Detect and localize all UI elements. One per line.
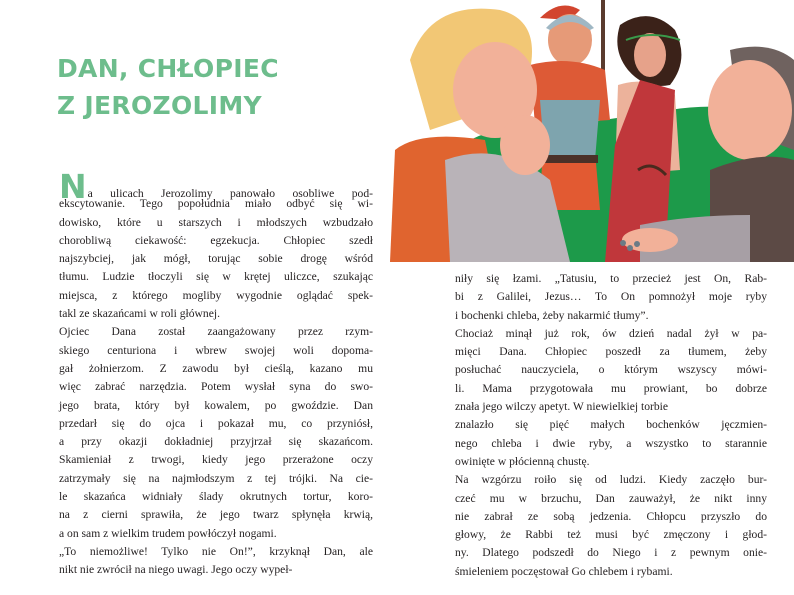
text-line: ny. Dlatego podszedł do Niego i z pewnym onie- xyxy=(455,546,767,560)
text-line: le skazańca widniały ślady okrutnych tortur, koro- xyxy=(59,490,373,504)
text-line: miejsca, z którego mogliby wygodnie oglądać spek- xyxy=(59,288,373,302)
text-line: nego chleba i dwie ryby, a wszystko to starannie xyxy=(455,436,767,450)
chapter-title xyxy=(57,50,279,124)
drop-cap: N xyxy=(59,167,87,206)
text-line: gał żołnierzom. Z zawodu był cieślą, kazano mu xyxy=(59,361,373,375)
text-line: posłuchać nauczyciela, o którym wszyscy mówi- xyxy=(455,363,767,377)
illustration-jesus-crowd xyxy=(390,0,794,262)
text-line: na z cierni sprawiła, że jego twarz spłynęła krwią, xyxy=(59,508,373,522)
text-line: znała jego wilczy apetyt. W niewielkiej torbie xyxy=(455,400,669,414)
left-text-column xyxy=(59,167,373,580)
text-line: jego brata, który był kowalem, po gwoździe. Dan xyxy=(59,398,373,412)
text-line: li. Mama przygotowała mu prowiant, bo dobrze xyxy=(455,381,767,395)
text-line: skiego centuriona i wbrew swojej woli dopoma- xyxy=(59,343,373,357)
chapter-title-line-2: Z JEROZOLIMY xyxy=(57,91,262,120)
text-line: bi z Galilei, Jezus… To On pomnożył moje ryby xyxy=(455,290,767,304)
text-line: Ojciec Dana został zaangażowany przez rzym- xyxy=(59,325,373,339)
text-line: ekscytowanie. Tego popołudnia miało odbyć się wi- xyxy=(59,197,373,211)
text-line: głowy, że Rabbi też musi być zmęczony i głod- xyxy=(455,528,767,542)
text-line: chorobliwą ciekawość: egzekucja. Chłopiec szedł xyxy=(59,233,373,247)
text-line: niły się łzami. „Tatusiu, to przecież jest On, Rab- xyxy=(455,272,767,285)
text-line: takl ze skazańcami w roli głównej. xyxy=(59,307,220,321)
text-line: zatrzymały się na najmłodszym z tej trójki. Na cie- xyxy=(59,471,373,485)
text-line: Skamieniał z trwogi, kiedy jego przerażone oczy xyxy=(59,453,373,467)
text-line: a on sam z wielkim trudem powłóczył nogami. xyxy=(59,526,277,540)
chapter-title-line-1: DAN, CHŁOPIEC xyxy=(57,54,279,83)
text-line: tłumu. Ludzie tłoczyli się w krętej uliczce, szukając xyxy=(59,270,373,284)
text-line: czeć mu w brzuchu, Dan zauważył, że nikt inny xyxy=(455,491,767,505)
text-line: przedarł się do ojca i pokazał mu, co przyniósł, xyxy=(59,416,373,430)
text-line: więc zabrać narzędzia. Potem wysłał syna do swo- xyxy=(59,380,373,394)
text-line: dowisko, które u starszych i młodszych wzbudzało xyxy=(59,215,373,229)
text-line: Chociaż minął już rok, ów dzień nadal żył w pa- xyxy=(455,326,767,340)
text-line: śmieleniem poczęstował Go chlebem i rybami. xyxy=(455,564,673,578)
text-line: a przy okazji dokładniej przyjrzał się skazańcom. xyxy=(59,435,373,449)
text-line: znalazło się pięć małych bochenków jęczmien- xyxy=(455,418,767,432)
text-line: nikt nie zwrócił na niego uwagi. Jego oczy wypeł- xyxy=(59,563,293,577)
text-line: owinięte w płócienną chustę. xyxy=(455,454,590,468)
text-line: „To niemożliwe! Tylko nie On!”, krzyknął Dan, ale xyxy=(59,544,373,558)
text-line: nie zabrał ze sobą jedzenia. Chłopcu przyszło do xyxy=(455,509,767,523)
text-line: najszybciej, jak mógł, torując sobie drogę wśród xyxy=(59,252,373,266)
text-line: Na wzgórzu roiło się od ludzi. Kiedy zaczęło bur- xyxy=(455,473,767,487)
right-text-column xyxy=(455,270,767,581)
text-line: mięci Dana. Chłopiec poszedł za tłumem, żeby xyxy=(455,345,767,359)
text-line: i bochenki chleba, żeby nakarmić tłumy”. xyxy=(455,308,649,322)
blond-boy xyxy=(390,9,570,262)
text-line-content: a ulicach Jerozolimy panowało osobliwe pod- xyxy=(87,187,373,200)
